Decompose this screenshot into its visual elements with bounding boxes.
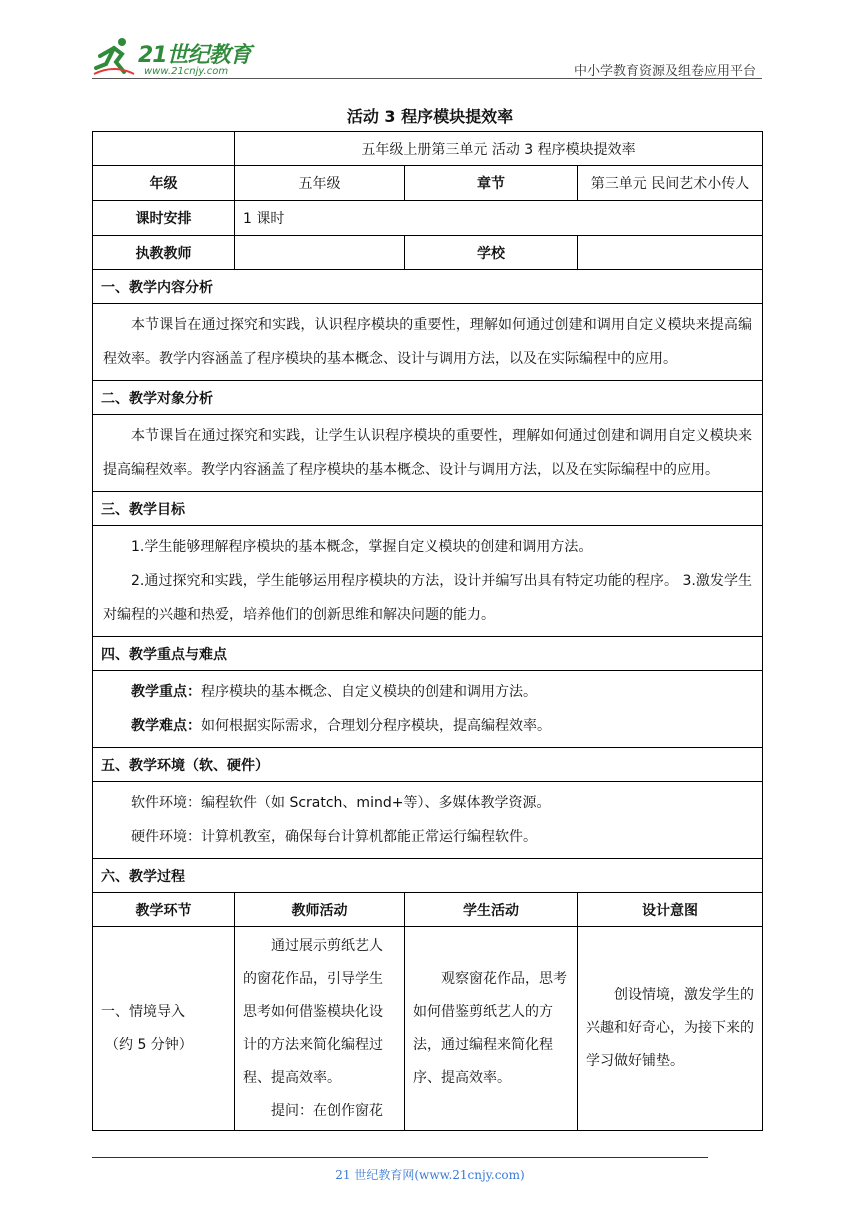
- logo-brand: 21世纪教育: [138, 43, 251, 68]
- teacher-value: [235, 236, 405, 270]
- difficulty-text: 如何根据实际需求，合理划分程序模块，提高编程效率。: [201, 718, 551, 734]
- goal-item: 2.通过探究和实践，学生能够运用程序模块的方法，设计并编写出具有特定功能的程序。 3.激发学生对编程的兴趣和热爱，培养他们的创新思维和解决问题的能力。: [103, 573, 753, 623]
- process-heading: 六、教学过程: [93, 859, 763, 893]
- teacher-activity-text: 通过展示剪纸艺人的窗花作品，引导学生思考如何借鉴模块化设计的方法来简化编程过程、提高效率。: [243, 937, 383, 1086]
- goal-item: 1.学生能够理解程序模块的基本概念，掌握自定义模块的创建和调用方法。: [131, 539, 593, 555]
- object-analysis-heading: 二、教学对象分析: [93, 381, 763, 415]
- key-point-text: 程序模块的基本概念、自定义模块的创建和调用方法。: [201, 684, 537, 700]
- lesson-plan-table: [92, 131, 763, 1131]
- grade-value: 五年级: [235, 166, 405, 201]
- stage-duration: （约 5 分钟）: [105, 1036, 193, 1053]
- object-analysis-text: 本节课旨在通过探究和实践，让学生认识程序模块的重要性，理解如何通过创建和调用自定义模块来提高编程效率。教学内容涵盖了程序模块的基本概念、设计与调用方法，以及在实际编程中的应用。: [93, 415, 763, 492]
- process-col-teacher: 教师活动: [235, 893, 405, 927]
- school-value: [578, 236, 763, 270]
- course-title: 五年级上册第三单元 活动 3 程序模块提效率: [235, 132, 763, 166]
- school-label: 学校: [405, 236, 578, 270]
- content-analysis-heading: 一、教学内容分析: [93, 270, 763, 304]
- hours-value: 1 课时: [235, 201, 763, 236]
- grade-label: 年级: [93, 166, 235, 201]
- student-activity-cell: [405, 927, 578, 1131]
- runner-logo-icon: [92, 34, 136, 78]
- process-stage-cell: [93, 927, 235, 1131]
- footer-divider: [92, 1157, 708, 1158]
- key-point-row: [103, 675, 752, 709]
- software-environment: 软件环境：编程软件（如 Scratch、mind+等）、多媒体教学资源。: [131, 795, 551, 811]
- goals-heading: 三、教学目标: [93, 492, 763, 526]
- blank-cell: [93, 132, 235, 166]
- process-col-stage: 教学环节: [93, 893, 235, 927]
- goals-cell: [93, 526, 763, 637]
- teacher-question-text: 提问：在创作窗花: [271, 1102, 383, 1119]
- teacher-label: 执教教师: [93, 236, 235, 270]
- difficulty-row: [103, 709, 752, 743]
- key-point-label: 教学重点：: [131, 684, 201, 700]
- process-col-intent: 设计意图: [578, 893, 763, 927]
- hardware-environment: 硬件环境：计算机教室，确保每台计算机都能正常运行编程软件。: [131, 829, 537, 845]
- page-header: [92, 30, 762, 80]
- stage-name: 一、情境导入: [101, 1003, 185, 1020]
- header-divider: [92, 78, 762, 79]
- difficulty-label: 教学难点：: [131, 718, 201, 734]
- design-intent-text: 创设情境，激发学生的兴趣和好奇心，为接下来的学习做好铺垫。: [586, 987, 754, 1069]
- chapter-label: 章节: [405, 166, 578, 201]
- header-tagline: 中小学教育资源及组卷应用平台: [573, 64, 756, 79]
- process-col-student: 学生活动: [405, 893, 578, 927]
- environment-cell: [93, 782, 763, 859]
- site-logo: [92, 34, 262, 78]
- key-points-heading: 四、教学重点与难点: [93, 637, 763, 671]
- student-activity-text: 观察窗花作品，思考如何借鉴剪纸艺人的方法，通过编程来简化程序、提高效率。: [413, 970, 567, 1086]
- environment-heading: 五、教学环境（软、硬件）: [93, 748, 763, 782]
- footer-link[interactable]: 21 世纪教育网(www.21cnjy.com): [335, 1168, 525, 1182]
- page-title: 活动 3 程序模块提效率: [346, 107, 514, 126]
- content-analysis-text: 本节课旨在通过探究和实践，认识程序模块的重要性，理解如何通过创建和调用自定义模块来提高编程效率。教学内容涵盖了程序模块的基本概念、设计与调用方法，以及在实际编程中的应用。: [93, 304, 763, 381]
- hours-label: 课时安排: [93, 201, 235, 236]
- design-intent-cell: [578, 927, 763, 1131]
- teacher-activity-cell: [235, 927, 405, 1131]
- chapter-value: 第三单元 民间艺术小传人: [578, 166, 763, 201]
- key-points-cell: [93, 671, 763, 748]
- logo-url: www.21cnjy.com: [144, 66, 229, 77]
